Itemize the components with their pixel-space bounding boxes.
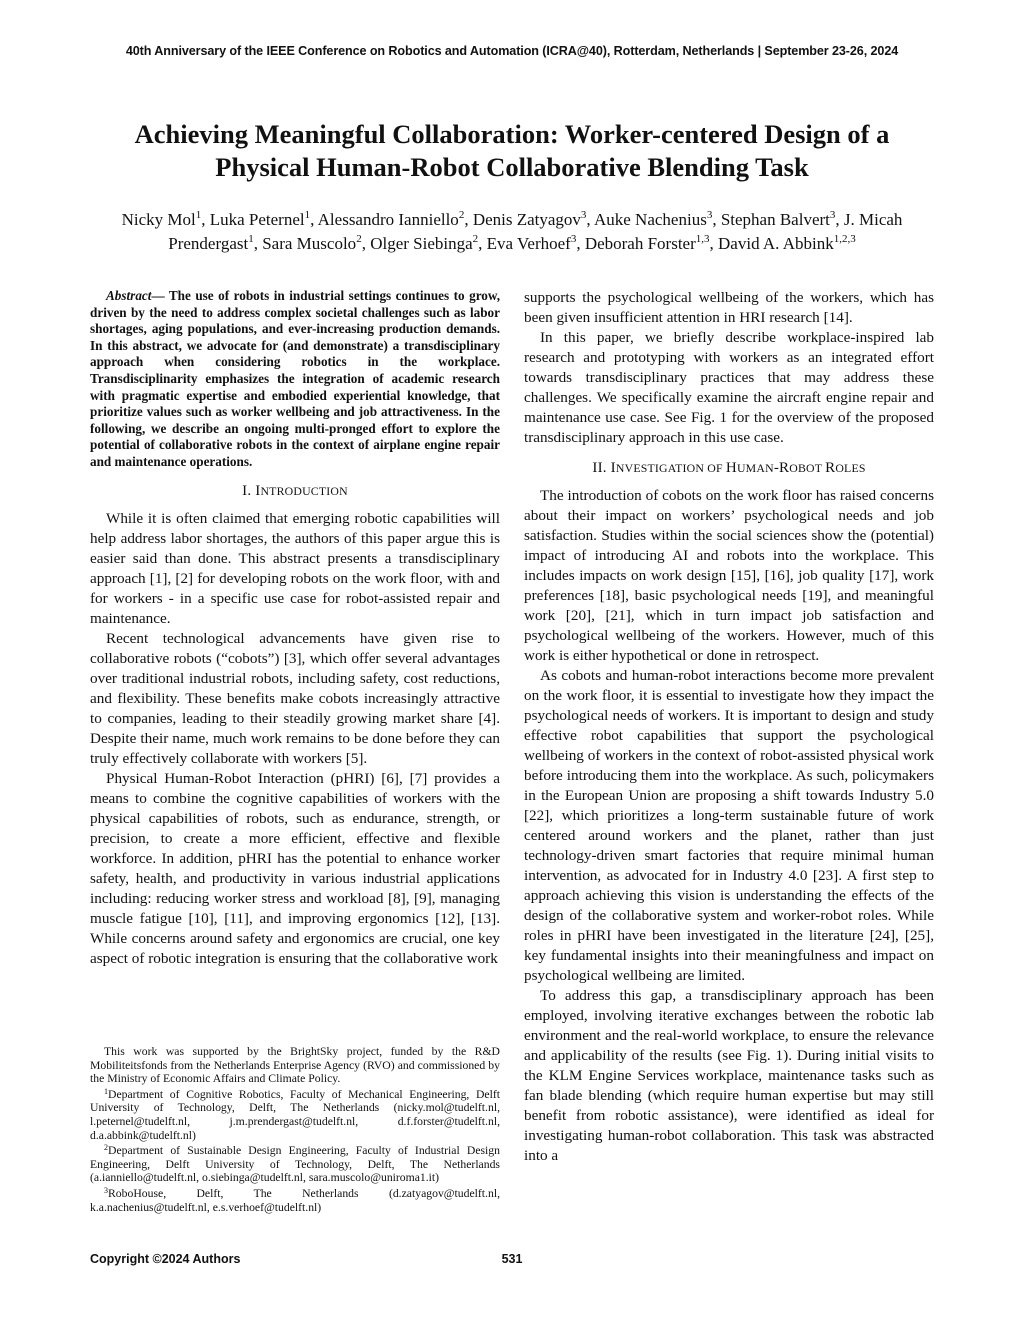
left-column [90, 288, 500, 969]
title-line-2: Physical Human-Robot Collaborative Blending Task [215, 152, 809, 182]
section-heading-cap: I [255, 482, 261, 499]
paragraph: To address this gap, a transdisciplinary approach has been employed, involving iterative exchanges between the robotic lab environment and the real-world workplace, to ensure the relevance and applicability of the results (see Fig. 1). During initial visits to the KLM Engine Services workplace, maintenance tasks such as fan blade blending (which require human expertise but may still benefit from robotic assistance), were identified as ideal for investigating human-robot collaboration. This task was abstracted into a [524, 987, 934, 1164]
abstract-dash: — [151, 288, 169, 303]
section-numeral: II. [592, 460, 611, 476]
author: Auke Nachenius [593, 210, 707, 229]
footnote-mark: 2 [104, 1143, 108, 1153]
section-heading-rest: OBOT [789, 461, 826, 475]
section-heading-rest: UMAN [736, 461, 774, 475]
footnotes [90, 1045, 500, 1216]
conference-header: 40th Anniversary of the IEEE Conference on Robotics and Automation (ICRA@40), Rotterdam, Netherlands | September 23-26, 2024 [125, 44, 899, 58]
author-affiliation: 1 [304, 209, 311, 221]
author: David A. Abbink [718, 234, 834, 253]
section-numeral: I. [242, 482, 256, 499]
author-affiliation: 1,3 [695, 233, 710, 245]
section-heading-cap: H [725, 460, 737, 476]
author: J. Micah Prendergast [168, 210, 903, 253]
affiliation-text: Department of Sustainable Design Engineering, Faculty of Industrial Design Engineering, Delft University of Technology, Delft, The Netherlands (a.ianniello@tudelft.nl, o.siebinga@tudelft.nl, sara.muscolo@uniroma1.it) [90, 1144, 500, 1185]
section-heading-rest: OLES [835, 461, 866, 475]
author: Eva Verhoef [486, 234, 571, 253]
abstract [90, 288, 500, 471]
footnote-mark: 3 [104, 1185, 108, 1195]
author-affiliation: 3 [706, 209, 713, 221]
affiliation-text: RoboHouse, Delft, The Netherlands (d.zatyagov@tudelft.nl, k.a.nachenius@tudelft.nl, e.s.verhoef@tudelft.nl) [90, 1186, 500, 1214]
section-heading-cap: R [779, 460, 790, 476]
section-heading-rest: NVESTIGATION OF [615, 461, 726, 475]
affiliation-note [90, 1144, 500, 1185]
abstract-text: The use of robots in industrial settings continues to grow, driven by the need to address complex societal challenges such as labor shortages, aging populations, and ever-increasing production demands. In this abstract, we advocate for (and demonstrate) a transdisciplinary approach when considering robotics in the workplace. Transdisciplinarity emphasizes the integration of academic research with pragmatic expertise and embodied experiential knowledge, that prioritize values such as worker wellbeing and job attractiveness. In the following, we describe an ongoing multi-pronged effort to explore the potential of collaborative robots in the context of airplane engine repair and maintenance operations. [90, 288, 500, 469]
abstract-label: Abstract [106, 288, 152, 303]
author: Stephan Balvert [720, 210, 830, 229]
paragraph: As cobots and human-robot interactions become more prevalent on the work floor, it is essential to investigate how they impact the psychological needs of workers. It is important to design and study effective robot capabilities that support the psychological wellbeing of workers in the context of robot-assisted physical work before introducing them into the workplace. As such, policymakers in the European Union are proposing a shift towards Industry 5.0 [22], which prioritizes a long-term sustainable future of work centered around workers and the planet, rather than just technology-driven smart factories that require minimal human intervention, as advocated for in Industry 4.0 [23]. A first step to approach achieving this vision is understanding the effects of the design of the collaborative system and worker-robot roles. While roles in pHRI have been investigated in the literature [24], [25], key fundamental insights into their meaningfulness and impact on psychological wellbeing are limited. [524, 667, 934, 984]
author-affiliation: 1,2,3 [833, 233, 856, 245]
right-column [524, 288, 934, 1166]
footnote-mark: 1 [104, 1086, 108, 1096]
paragraph: supports the psychological wellbeing of the workers, which has been given insufficient attention in HRI research [14]. [524, 289, 934, 326]
author: Luka Peternel [209, 210, 305, 229]
author: Olger Siebinga [370, 234, 473, 253]
author-affiliation: 3 [829, 209, 836, 221]
author-affiliation: 2 [458, 209, 465, 221]
section-heading-cap: I [610, 460, 616, 476]
author-affiliation: 1 [195, 209, 202, 221]
page-number: 531 [501, 1252, 523, 1266]
paragraph: Physical Human-Robot Interaction (pHRI) [6], [7] provides a means to combine the cognitive capabilities of workers with the physical capabilities of robots, such as endurance, strength, or precision, to create a more efficient, effective and flexible workforce. In addition, pHRI has the potential to enhance worker safety, health, and productivity in various industrial applications including: reducing worker stress and workload [8], [9], managing muscle fatigue [10], [11], and improving ergonomics [12], [13]. While concerns around safety and ergonomics are crucial, one key aspect of robotic integration is ensuring that the collaborative work [90, 769, 500, 967]
author-list: Nicky Mol$^1$, Luka Peternel$^1$, Alessandro Ianniello$^2$, Denis Zatyagov$^3$, Auke Nachenius$^3$, Stephan Balvert$^3$, J. Micah Prendergast$^1$, Sara Muscolo$^2$, Olger Siebinga$^2$, Eva Verhoef$^3$, Deborah Forster$^{1,3}$, David A. Abbink$^{1,2,3}$ [121, 209, 903, 253]
paragraph: In this paper, we briefly describe workplace-inspired lab research and prototyping with workers as an integrated effort towards transdisciplinary practices that may address these challenges. We specifically examine the aircraft engine repair and maintenance use case. See Fig. 1 for the overview of the proposed transdisciplinary approach in this use case. [524, 329, 934, 446]
title-line-1: Achieving Meaningful Collaboration: Worker-centered Design of a [134, 119, 890, 149]
author: Alessandro Ianniello [317, 210, 459, 229]
section-heading-dash: - [773, 460, 780, 476]
section-heading-roles [524, 458, 934, 478]
funding-note: This work was supported by the BrightSky project, funded by the R&D Mobiliteitsfonds from the Netherlands Enterprise Agency (RVO) and commissioned by the Ministry of Economic Affairs and Climate Policy. [90, 1045, 500, 1086]
author: Sara Muscolo [262, 234, 357, 253]
author-affiliation: 2 [472, 233, 479, 245]
section-heading-rest: NTRODUCTION [260, 483, 348, 498]
affiliation-note [90, 1187, 500, 1214]
paper-title [90, 118, 934, 184]
author-affiliation: 1 [248, 233, 254, 245]
affiliation-note [90, 1088, 500, 1142]
author: Deborah Forster [584, 234, 696, 253]
paragraph: The introduction of cobots on the work floor has raised concerns about their impact on workers’ psychological needs and job satisfaction. Studies within the social sciences show the (potential) impact of introducing AI and robots into the workplace. This includes impacts on work design [15], [16], job quality [17], work preferences [18], basic psychological needs [19], and meaningful work [20], [21], which in turn impact job satisfaction and psychological wellbeing of the workers. However, much of this work is either hypothetical or done in retrospect. [524, 487, 934, 664]
paragraph: While it is often claimed that emerging robotic capabilities will help address labor shortages, the authors of this paper argue this is easier said than done. This abstract presents a transdisciplinary approach [1], [2] for developing robots on the work floor, with and for workers - in a specific use case for robot-assisted repair and maintenance. [90, 509, 500, 627]
author-affiliation: 2 [356, 233, 362, 245]
section-heading-cap: R [825, 460, 836, 476]
affiliation-text: Department of Cognitive Robotics, Faculty of Mechanical Engineering, Delft University of Technology, Delft, The Netherlands (nicky.mol@tudelft.nl, l.peternel@tudelft.nl, j.m.prendergast@tudelft.nl, d.f.forster@tudelft.nl, d.a.abbink@tudelft.nl) [90, 1087, 500, 1142]
paragraph: Recent technological advancements have given rise to collaborative robots (“cobots”) [3], which offer several advantages over traditional industrial robots, including safety, cost reductions, and flexibility. These benefits make cobots increasingly attractive to companies, leading to their steadily growing market share [4]. Despite their name, much work remains to be done before they can truly effectively collaborate with workers [5]. [90, 629, 500, 767]
author: Denis Zatyagov [472, 210, 581, 229]
author: Nicky Mol [121, 210, 196, 229]
author-affiliation: 3 [580, 209, 587, 221]
copyright-notice: Copyright ©2024 Authors [90, 1252, 241, 1266]
author-affiliation: 3 [570, 233, 577, 245]
section-heading-introduction [90, 481, 500, 501]
